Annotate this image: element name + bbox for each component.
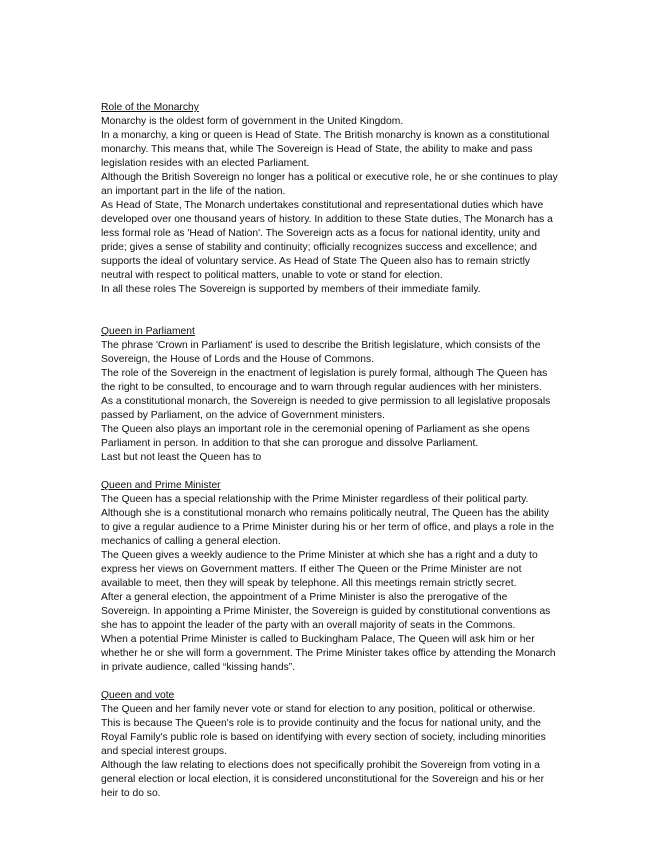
spacer	[101, 675, 559, 689]
section-heading: Queen in Parliament	[101, 326, 195, 337]
paragraph: Although she is a constitutional monarch who remains politically neutral, The Queen has the ability to give a regular audience to a Prime Minister during his or her term of office, and plays a role in the mechanics of calling a general election.	[101, 508, 555, 547]
paragraph: Monarchy is the oldest form of government in the United Kingdom.	[101, 116, 404, 127]
section-heading: Queen and vote	[101, 690, 175, 701]
paragraph: In a monarchy, a king or queen is Head of State. The British monarchy is known as a constitutional monarchy. This means that, while The Sovereign is Head of State, the ability to make and pass legislation resides with an elected Parliament.	[101, 130, 550, 169]
section-heading: Role of the Monarchy	[101, 102, 199, 113]
paragraph: As Head of State, The Monarch undertakes constitutional and representational duties which have developed over one thousand years of history. In addition to these State duties, The Monarch has a less formal role as 'Head of Nation'. The Sovereign acts as a focus for national identity, unity and pride; gives a sense of stability and continuity; officially recognizes success and excellence; and supports the ideal of voluntary service. As Head of State The Queen also has to remain strictly neutral with respect to political matters, unable to vote or stand for election.	[101, 200, 553, 281]
paragraph: The Queen has a special relationship with the Prime Minister regardless of their political party.	[101, 494, 529, 505]
paragraph: After a general election, the appointment of a Prime Minister is also the prerogative of the Sovereign. In appointing a Prime Minister, the Sovereign is guided by constitutional conventions as she has to appoint the leader of the party with an overall majority of seats in the Commons.	[101, 592, 551, 631]
paragraph: As a constitutional monarch, the Sovereign is needed to give permission to all legislative proposals passed by Parliament, on the advice of Government ministers.	[101, 396, 551, 421]
section-queen-in-parliament	[101, 325, 559, 465]
spacer	[101, 465, 559, 479]
paragraph: Although the British Sovereign no longer has a political or executive role, he or she continues to play an important part in the life of the nation.	[101, 172, 558, 197]
section-queen-and-vote	[101, 689, 559, 801]
paragraph: This is because The Queen's role is to provide continuity and the focus for national unity, and the Royal Family's public role is based on identifying with every section of society, including minorities and special interest groups.	[101, 718, 546, 757]
paragraph: The Queen gives a weekly audience to the Prime Minister at which she has a right and a duty to express her views on Government matters. If either The Queen or the Prime Minister are not available to meet, then they will speak by telephone. All this meetings remain strictly secret.	[101, 550, 538, 589]
section-role-of-monarchy	[101, 101, 559, 297]
paragraph: In all these roles The Sovereign is supported by members of their immediate family.	[101, 284, 481, 295]
spacer	[101, 297, 559, 325]
paragraph: The phrase 'Crown in Parliament' is used to describe the British legislature, which consists of the Sovereign, the House of Lords and the House of Commons.	[101, 340, 541, 365]
paragraph: The Queen and her family never vote or stand for election to any position, political or otherwise.	[101, 704, 536, 715]
paragraph: When a potential Prime Minister is called to Buckingham Palace, The Queen will ask him or her whether he or she will form a government. The Prime Minister takes office by attending the Monarch in private audience, called “kissing hands”.	[101, 634, 556, 673]
paragraph: Although the law relating to elections does not specifically prohibit the Sovereign from voting in a general election or local election, it is considered unconstitutional for the Sovereign and his or her heir to do so.	[101, 760, 545, 799]
paragraph: The Queen also plays an important role in the ceremonial opening of Parliament as she opens Parliament in person. In addition to that she can prorogue and dissolve Parliament.	[101, 424, 530, 449]
paragraph: The role of the Sovereign in the enactment of legislation is purely formal, although The Queen has the right to be consulted, to encourage and to warn through regular audiences with her ministers.	[101, 368, 548, 393]
paragraph: Last but not least the Queen has to	[101, 452, 262, 463]
document-page	[101, 101, 559, 801]
section-heading: Queen and Prime Minister	[101, 480, 221, 491]
section-queen-and-prime-minister	[101, 479, 559, 675]
